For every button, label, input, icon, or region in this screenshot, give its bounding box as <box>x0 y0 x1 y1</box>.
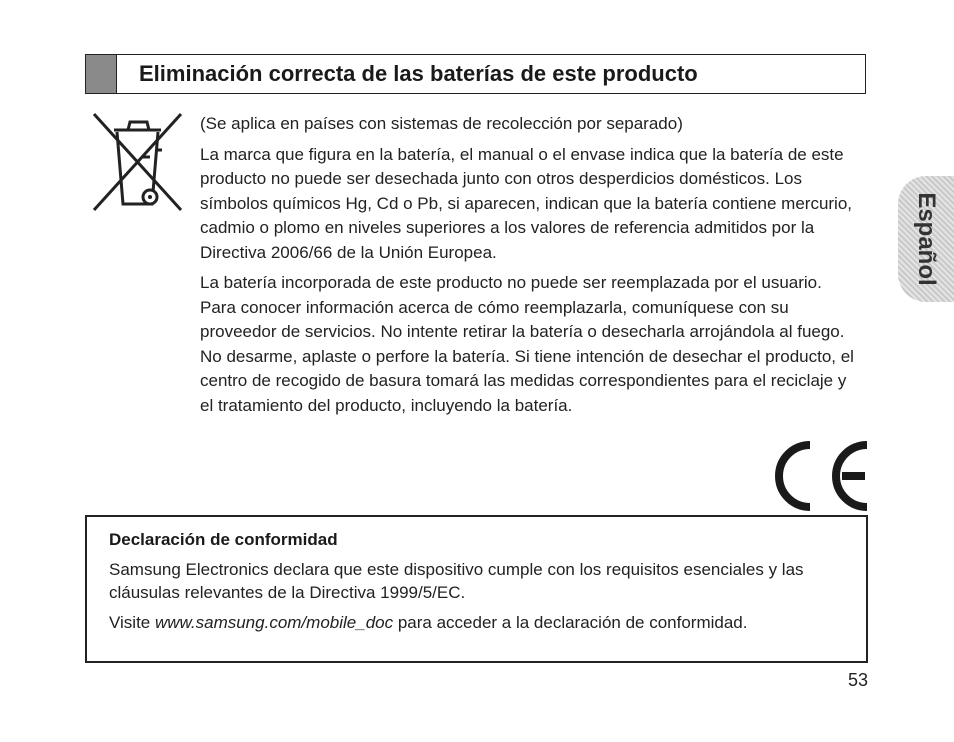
battery-mark-paragraph: La marca que figura en la batería, el manual o el envase indica que la batería de este producto no puede ser desechada junto con otros desperdicios domésticos. Los símbolos químicos Hg, Cd o Pb, si aparecen, indican que la batería contiene mercurio, cadmio o plomo en niveles superiores a los valores de referencia admitidos por la Directiva 2006/66 de la Unión Europea. <box>200 144 853 262</box>
conformity-statement: Samsung Electronics declara que este dispositivo cumple con los requisitos esenciales y las cláusulas relevantes de la Directiva 1999/5/EC. <box>109 560 804 602</box>
header-marker <box>86 55 117 93</box>
crossed-out-wheelie-bin-icon <box>90 112 185 214</box>
section-header <box>85 54 866 94</box>
ce-mark-icon <box>770 440 870 512</box>
conformity-title: Declaración de conformidad <box>109 530 338 549</box>
visit-suffix: para acceder a la declaración de conformidad. <box>393 613 748 632</box>
page-number: 53 <box>847 670 868 690</box>
visit-prefix: Visite <box>109 613 155 632</box>
intro-paragraph: (Se aplica en países con sistemas de recolección por separado) <box>200 114 683 133</box>
conformity-url: www.samsung.com/mobile_doc <box>155 613 394 632</box>
battery-replacement-paragraph: La batería incorporada de este producto no puede ser reemplazada por el usuario. Para conocer información acerca de cómo reemplazarla, comuníquese con su proveedor de servicios. No intente retirar la batería o desecharla arrojándola al fuego. No desarme, aplaste o perfore la batería. Si tiene intención de desechar el producto, el centro de recogido de basura tomará las medidas correspondientes para el reciclaje y el tratamiento del producto, incluyendo la batería. <box>200 273 854 415</box>
conformity-box <box>85 515 868 663</box>
body-text <box>200 112 860 424</box>
conformity-visit <box>109 611 844 634</box>
section-title: Eliminación correcta de las baterías de este producto <box>139 61 698 86</box>
language-tab-label: Español <box>913 192 940 286</box>
